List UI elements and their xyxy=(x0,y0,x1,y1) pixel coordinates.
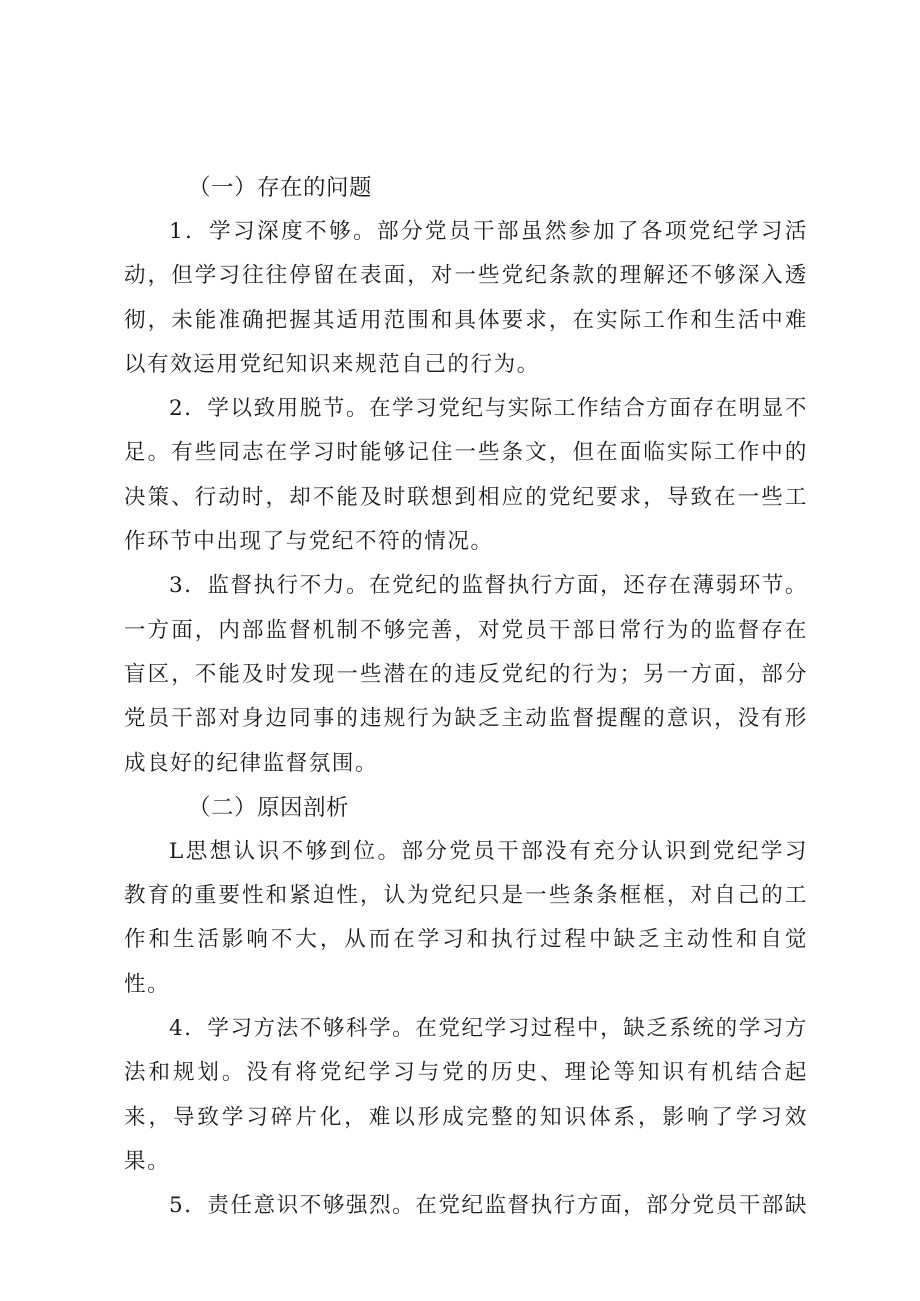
section-heading-causes: （二）原因剖析 xyxy=(188,794,350,821)
document-body xyxy=(124,166,808,1229)
paragraph-problem-3: 3．监督执行不力。在党纪的监督执行方面，还存在薄弱环节。一方面，内部监督机制不够完善，对党员干部日常行为的监督存在盲区，不能及时发现一些潜在的违反党纪的行为；另一方面，部分党员干部对身边同事的违规行为缺乏主动监督提醒的意识，没有形成良好的纪律监督氛围。 xyxy=(124,573,808,776)
paragraph-cause-5: 5．责任意识不够强烈。在党纪监督执行方面，部分党员干部缺 xyxy=(169,1193,808,1219)
paragraph-cause-4: 4．学习方法不够科学。在党纪学习过程中，缺乏系统的学习方法和规划。没有将党纪学习与党的历史、理论等知识有机结合起来，导致学习碎片化，难以形成完整的知识体系，影响了学习效果。 xyxy=(124,1016,808,1174)
paragraph-cause-1: L思想认识不够到位。部分党员干部没有充分认识到党纪学习教育的重要性和紧迫性，认为党纪只是一些条条框框，对自己的工作和生活影响不大，从而在学习和执行过程中缺乏主动性和自觉性。 xyxy=(124,838,808,997)
paragraph-problem-1: 1．学习深度不够。部分党员干部虽然参加了各项党纪学习活动，但学习往往停留在表面，对一些党纪条款的理解还不够深入透彻，未能准确把握其适用范围和具体要求，在实际工作和生活中难以有效运用党纪知识来规范自己的行为。 xyxy=(124,219,808,377)
paragraph-problem-2: 2．学以致用脱节。在学习党纪与实际工作结合方面存在明显不足。有些同志在学习时能够记住一些条文，但在面临实际工作中的决策、行动时，却不能及时联想到相应的党纪要求，导致在一些工作环节中出现了与党纪不符的情况。 xyxy=(124,396,808,555)
section-heading-problems: （一）存在的问题 xyxy=(188,175,373,201)
